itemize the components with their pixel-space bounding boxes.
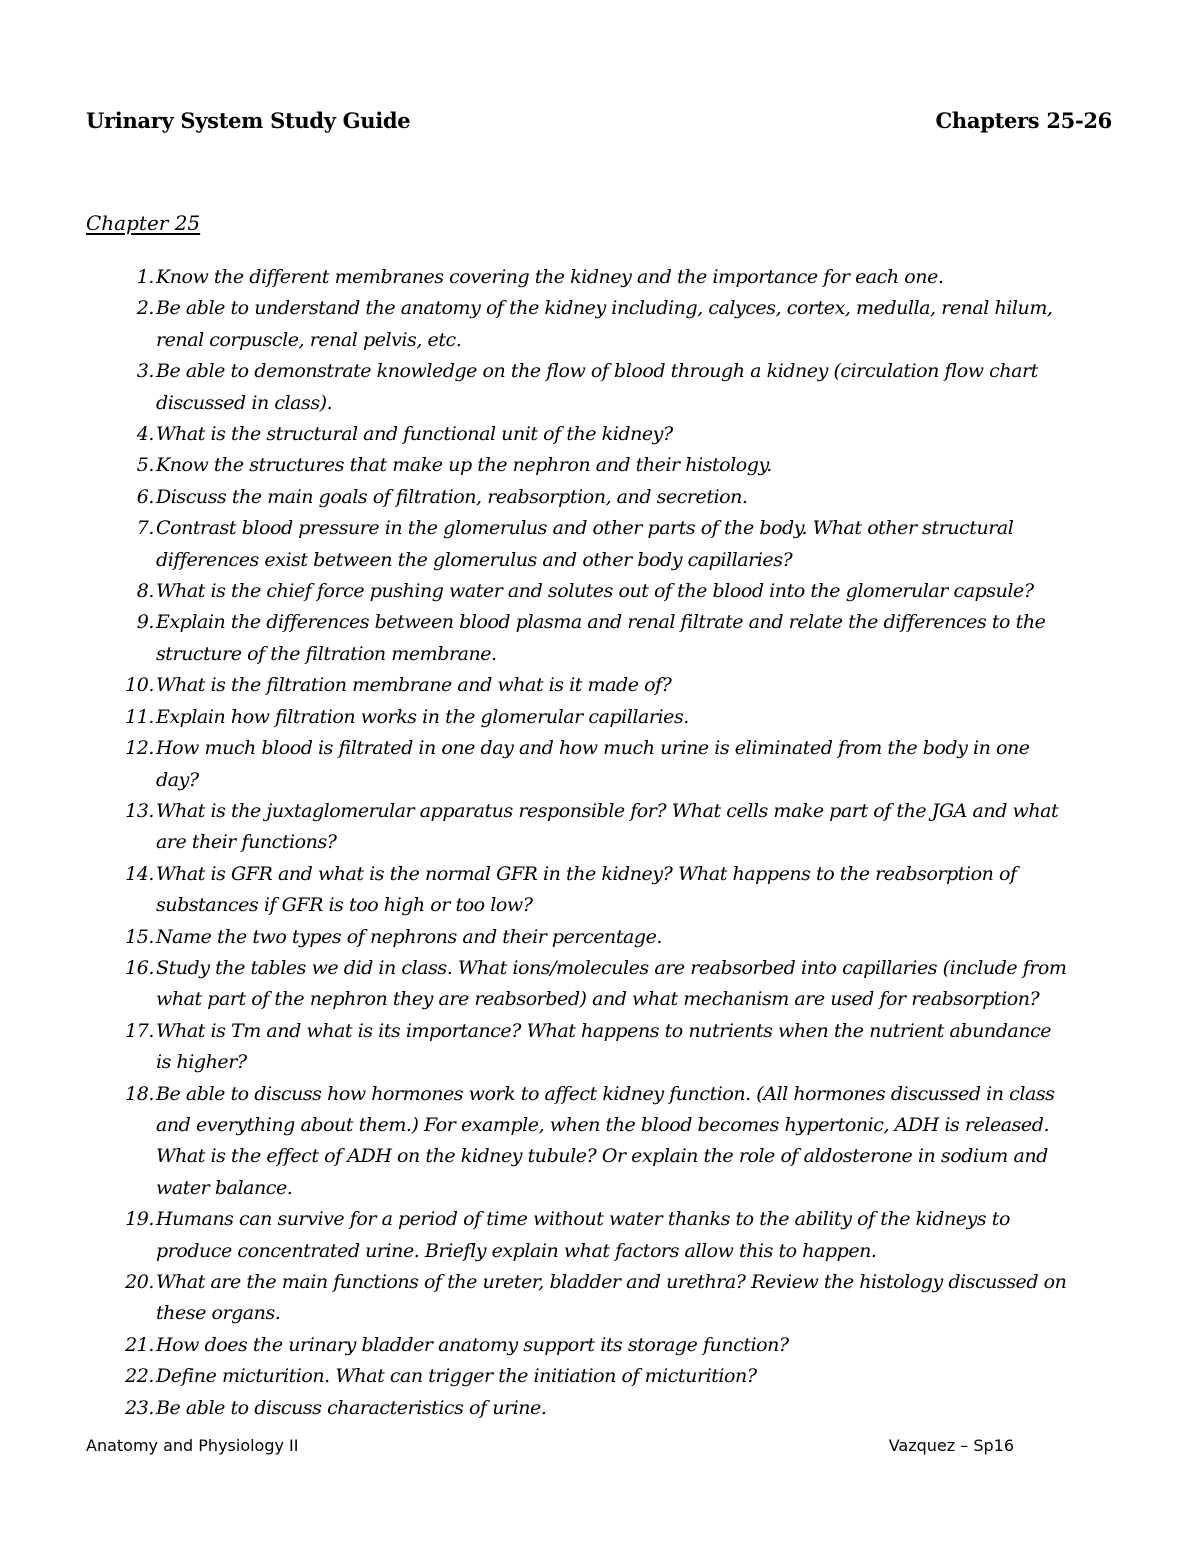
question-text-line: Discuss the main goals of filtration, reabsorption, and secretion.: [156, 485, 748, 508]
question-text-line: what part of the nephron they are reabsorbed) and what mechanism are used for reabsorption?: [156, 988, 1040, 1011]
question-item: [0, 450, 1200, 481]
question-number: 21.: [125, 1333, 154, 1356]
question-list: [0, 262, 1200, 1424]
question-number: 12.: [125, 737, 154, 760]
question-number: 20.: [125, 1271, 154, 1293]
question-text-line: Explain how filtration works in the glomerular capillaries.: [156, 705, 689, 728]
question-text-line: Humans can survive for a period of time without water thanks to the ability of the kidneys to: [156, 1208, 1010, 1231]
question-text-line: differences exist between the glomerulus and other body capillaries?: [156, 548, 793, 571]
question-item: [0, 1330, 1200, 1361]
question-number: 10.: [125, 674, 154, 697]
question-text-line: discussed in class).: [156, 391, 333, 414]
question-number: 8.: [136, 580, 154, 603]
question-number: 19.: [125, 1208, 154, 1231]
page-header: [86, 108, 1112, 133]
footer-author-term: Vazquez – Sp16: [888, 1436, 1014, 1455]
question-number: 9.: [136, 611, 154, 634]
question-number: 2.: [136, 297, 154, 320]
question-item: [0, 670, 1200, 701]
question-number: 6.: [136, 485, 154, 508]
question-text-line: What is GFR and what is the normal GFR in the kidney? What happens to the reabsorption of: [156, 862, 1017, 885]
question-item: [0, 1204, 1200, 1267]
question-text-line: Name the two types of nephrons and their percentage.: [156, 925, 662, 948]
question-text-line: Be able to discuss how hormones work to affect kidney function. (All hormones discussed in class: [156, 1082, 1055, 1105]
question-text-line: day?: [156, 768, 199, 791]
question-number: 4.: [136, 423, 154, 446]
question-text-line: What is the structural and functional unit of the kidney?: [156, 423, 673, 446]
question-text-line: are their functions?: [156, 831, 337, 854]
question-text-line: How does the urinary bladder anatomy support its storage function?: [156, 1333, 789, 1356]
question-text-line: What is Tm and what is its importance? What happens to nutrients when the nutrient abundance: [156, 1019, 1052, 1042]
question-number: 15.: [125, 925, 154, 948]
question-text-line: What are the main functions of the ureter, bladder and urethra? Review the histology discussed on: [156, 1271, 1067, 1293]
question-number: 5.: [136, 454, 154, 477]
question-number: 7.: [136, 517, 154, 540]
question-text-line: substances if GFR is too high or too low?: [156, 894, 533, 917]
question-number: 16.: [125, 956, 154, 979]
question-text-line: Be able to understand the anatomy of the kidney including, calyces, cortex, medulla, renal hilum,: [156, 297, 1053, 320]
question-item: [0, 576, 1200, 607]
question-text-line: Contrast blood pressure in the glomerulus and other parts of the body. What other structural: [156, 517, 1014, 540]
question-item: [0, 419, 1200, 450]
question-item: [0, 859, 1200, 922]
question-item: [0, 702, 1200, 733]
question-item: [0, 482, 1200, 513]
footer-course: Anatomy and Physiology II: [86, 1436, 299, 1455]
question-text-line: Explain the differences between blood plasma and renal filtrate and relate the differences to the: [156, 611, 1046, 634]
question-text-line: Define micturition. What can trigger the initiation of micturition?: [156, 1365, 757, 1388]
page-title: Urinary System Study Guide: [86, 108, 411, 133]
question-number: 3.: [136, 360, 154, 383]
question-item: [0, 1393, 1200, 1424]
question-number: 23.: [125, 1396, 154, 1419]
question-text-line: is higher?: [156, 1051, 247, 1074]
question-item: [0, 953, 1200, 1016]
page-footer: [86, 1436, 1014, 1455]
question-text-line: produce concentrated urine. Briefly explain what factors allow this to happen.: [156, 1239, 877, 1262]
question-text-line: renal corpuscle, renal pelvis, etc.: [156, 328, 462, 351]
question-item: [0, 922, 1200, 953]
question-item: [0, 1079, 1200, 1205]
question-item: [0, 796, 1200, 859]
question-number: 18.: [125, 1082, 154, 1105]
question-item: [0, 733, 1200, 796]
question-number: 11.: [125, 705, 154, 728]
question-number: 22.: [125, 1365, 154, 1388]
question-text-line: water balance.: [156, 1176, 293, 1199]
question-text-line: Know the structures that make up the nephron and their histology.: [156, 454, 772, 477]
question-text-line: What is the juxtaglomerular apparatus responsible for? What cells make part of the JGA and what: [156, 799, 1059, 822]
chapter-heading: Chapter 25: [86, 211, 201, 235]
question-item: [0, 262, 1200, 293]
question-text-line: What is the chief force pushing water and solutes out of the blood into the glomerular capsule?: [156, 580, 1034, 603]
question-item: [0, 607, 1200, 670]
question-text-line: Be able to demonstrate knowledge on the flow of blood through a kidney (circulation flow chart: [156, 360, 1038, 383]
question-text-line: Know the different membranes covering the kidney and the importance for each one.: [156, 266, 944, 288]
question-text-line: and everything about them.) For example, when the blood becomes hypertonic, ADH is released.: [156, 1113, 1050, 1136]
question-text-line: How much blood is filtrated in one day and how much urine is eliminated from the body in one: [156, 737, 1030, 760]
question-number: 14.: [125, 862, 154, 885]
question-number: 17.: [125, 1019, 154, 1042]
question-number: 1.: [136, 266, 154, 288]
question-text-line: Study the tables we did in class. What ions/molecules are reabsorbed into capillaries (include from: [156, 956, 1067, 979]
question-item: [0, 356, 1200, 419]
question-item: [0, 1016, 1200, 1079]
question-text-line: Be able to discuss characteristics of urine.: [156, 1396, 547, 1419]
question-number: 13.: [125, 799, 154, 822]
question-item: [0, 1267, 1200, 1330]
question-text-line: What is the effect of ADH on the kidney tubule? Or explain the role of aldosterone in sodium and: [156, 1145, 1048, 1168]
question-item: [0, 293, 1200, 356]
question-item: [0, 1361, 1200, 1392]
chapters-range: Chapters 25-26: [935, 108, 1112, 133]
question-text-line: structure of the filtration membrane.: [156, 642, 497, 665]
question-text-line: these organs.: [156, 1302, 281, 1325]
question-item: [0, 513, 1200, 576]
question-text-line: What is the filtration membrane and what is it made of?: [156, 674, 672, 697]
